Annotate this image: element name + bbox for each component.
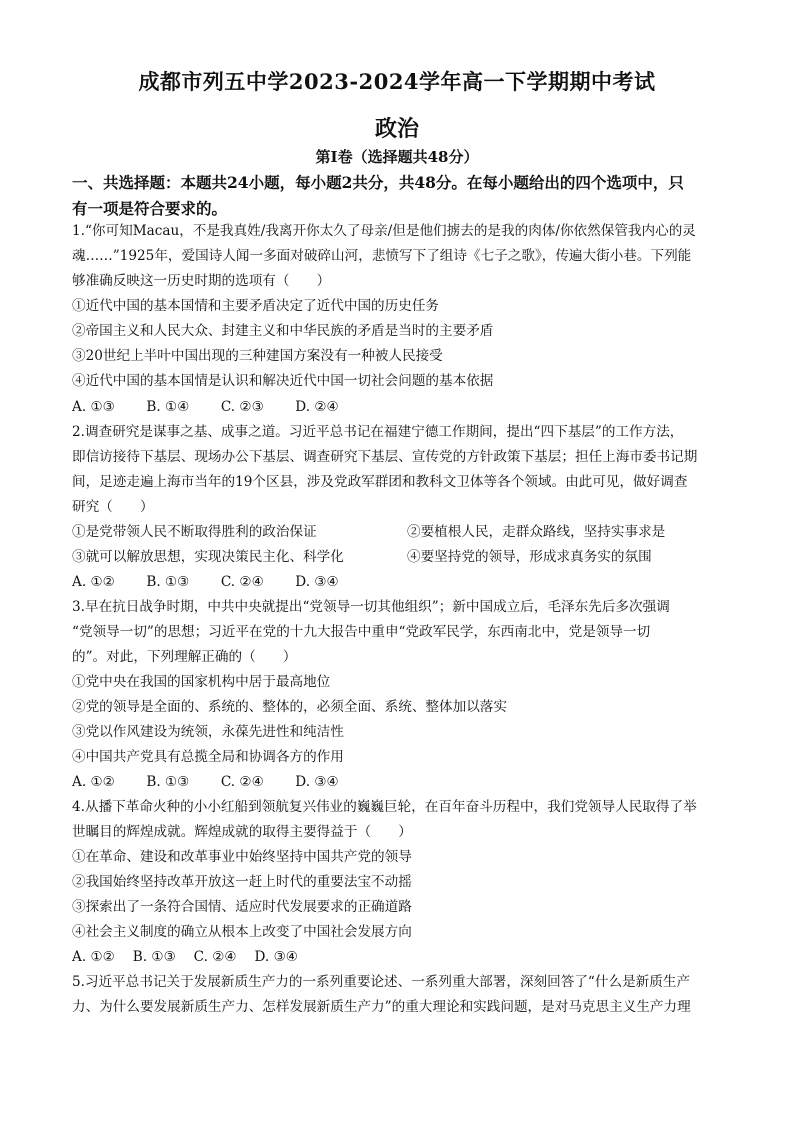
question-5-stem-line-1: 5.习近平总书记关于发展新质生产力的一系列重要论述、一系列重大部署，深刻回答了“什么是新质生产 [72, 974, 691, 990]
question-1-option-1: ①近代中国的基本国情和主要矛盾决定了近代中国的历史任务 [72, 298, 440, 314]
question-3-option-4: ④中国共产党具有总揽全局和协调各方的作用 [72, 749, 344, 765]
section-line-2: 有一项是符合要求的。 [72, 199, 228, 218]
question-4-answers: A. ①② B. ①③ C. ②④ D. ③④ [72, 949, 298, 965]
part-heading: 第Ⅰ卷（选择题共48分） [315, 148, 479, 166]
question-1-stem-line-2: 魂……”1925年，爱国诗人闻一多面对破碎山河，悲愤写下了组诗《七子之歌》，传遍大街小巷。下列能 [72, 248, 692, 264]
question-4-option-3: ③探索出了一条符合国情、适应时代发展要求的正确道路 [72, 899, 412, 915]
question-4-option-4: ④社会主义制度的确立从根本上改变了中国社会发展方向 [72, 924, 412, 940]
question-4-option-2: ②我国始终坚持改革开放这一赶上时代的重要法宝不动摇 [72, 874, 412, 890]
question-1-option-2: ②帝国主义和人民大众、封建主义和中华民族的矛盾是当时的主要矛盾 [72, 323, 494, 339]
question-2-stem-line-2: 即信访接待下基层、现场办公下基层、调查研究下基层、宣传党的方针政策下基层；担任上海市委书记期 [72, 449, 698, 465]
question-3-stem-line-3: 的”。对此，下列理解正确的（ ） [72, 649, 297, 665]
question-2-option-1: ①是党带领人民不断取得胜利的政治保证 [72, 524, 317, 540]
question-1-answers: A. ①③ B. ①④ C. ②③ D. ②④ [72, 399, 339, 415]
question-2-stem-line-4: 研究（ ） [72, 499, 154, 515]
question-2-option-2: ②要植根人民，走群众路线，坚持实事求是 [407, 524, 666, 540]
question-2-stem-line-1: 2.调查研究是谋事之基、成事之道。习近平总书记在福建宁德工作期间，提出“四下基层”的工作方法， [72, 424, 684, 440]
question-3-option-3: ③党以作风建设为统领，永葆先进性和纯洁性 [72, 724, 344, 740]
exam-title: 成都市列五中学2023-2024学年高一下学期期中考试 [138, 69, 656, 94]
question-1-stem-line-3: 够准确反映这一历史时期的选项有（ ） [72, 273, 331, 289]
question-2-option-3: ③就可以解放思想，实现决策民主化、科学化 [72, 549, 344, 565]
question-4-stem-line-1: 4.从播下革命火种的小小红船到领航复兴伟业的巍巍巨轮，在百年奋斗历程中，我们党领导人民取得了举 [72, 799, 697, 815]
question-1-option-4: ④近代中国的基本国情是认识和解决近代中国一切社会问题的基本依据 [72, 373, 494, 389]
section-line-1: 一、共选择题：本题共24小题，每小题2共分，共48分。在每小题给出的四个选项中，只 [72, 173, 684, 192]
question-3-option-1: ①党中央在我国的国家机构中居于最高地位 [72, 674, 331, 690]
question-4-stem-line-2: 世瞩目的辉煌成就。辉煌成就的取得主要得益于（ ） [72, 824, 412, 840]
question-2-answers: A. ①② B. ①③ C. ②④ D. ③④ [72, 574, 339, 590]
question-3-stem-line-1: 3.早在抗日战争时期，中共中央就提出“党领导一切其他组织”；新中国成立后，毛泽东先后多次强调 [72, 599, 670, 615]
question-2-option-4: ④要坚持党的领导，形成求真务实的氛围 [407, 549, 652, 565]
question-5-stem-line-2: 力、为什么要发展新质生产力、怎样发展新质生产力”的重大理论和实践问题，是对马克思主义生产力理 [72, 999, 691, 1015]
question-3-answers: A. ①② B. ①③ C. ②④ D. ③④ [72, 774, 339, 790]
question-1-stem-line-1: 1.“你可知Macau，不是我真姓/我离开你太久了母亲/但是他们掳去的是我的肉体/你依然保管我内心的灵 [72, 223, 696, 239]
question-3-stem-line-2: “党领导一切”的思想；习近平在党的十九大报告中重申“党政军民学，东西南北中，党是领导一切 [72, 624, 651, 640]
section-instructions [72, 170, 722, 222]
question-2-stem-line-3: 间，足迹走遍上海市当年的19个区县，涉及党政军群团和教科文卫体等各个领域。由此可见，做好调查 [72, 474, 688, 490]
subject-title: 政治 [374, 116, 419, 142]
question-4-option-1: ①在革命、建设和改革事业中始终坚持中国共产党的领导 [72, 849, 412, 865]
question-3-option-2: ②党的领导是全面的、系统的、整体的，必须全面、系统、整体加以落实 [72, 699, 507, 715]
question-1-option-3: ③20世纪上半叶中国出现的三种建国方案没有一种被人民接受 [72, 348, 443, 364]
